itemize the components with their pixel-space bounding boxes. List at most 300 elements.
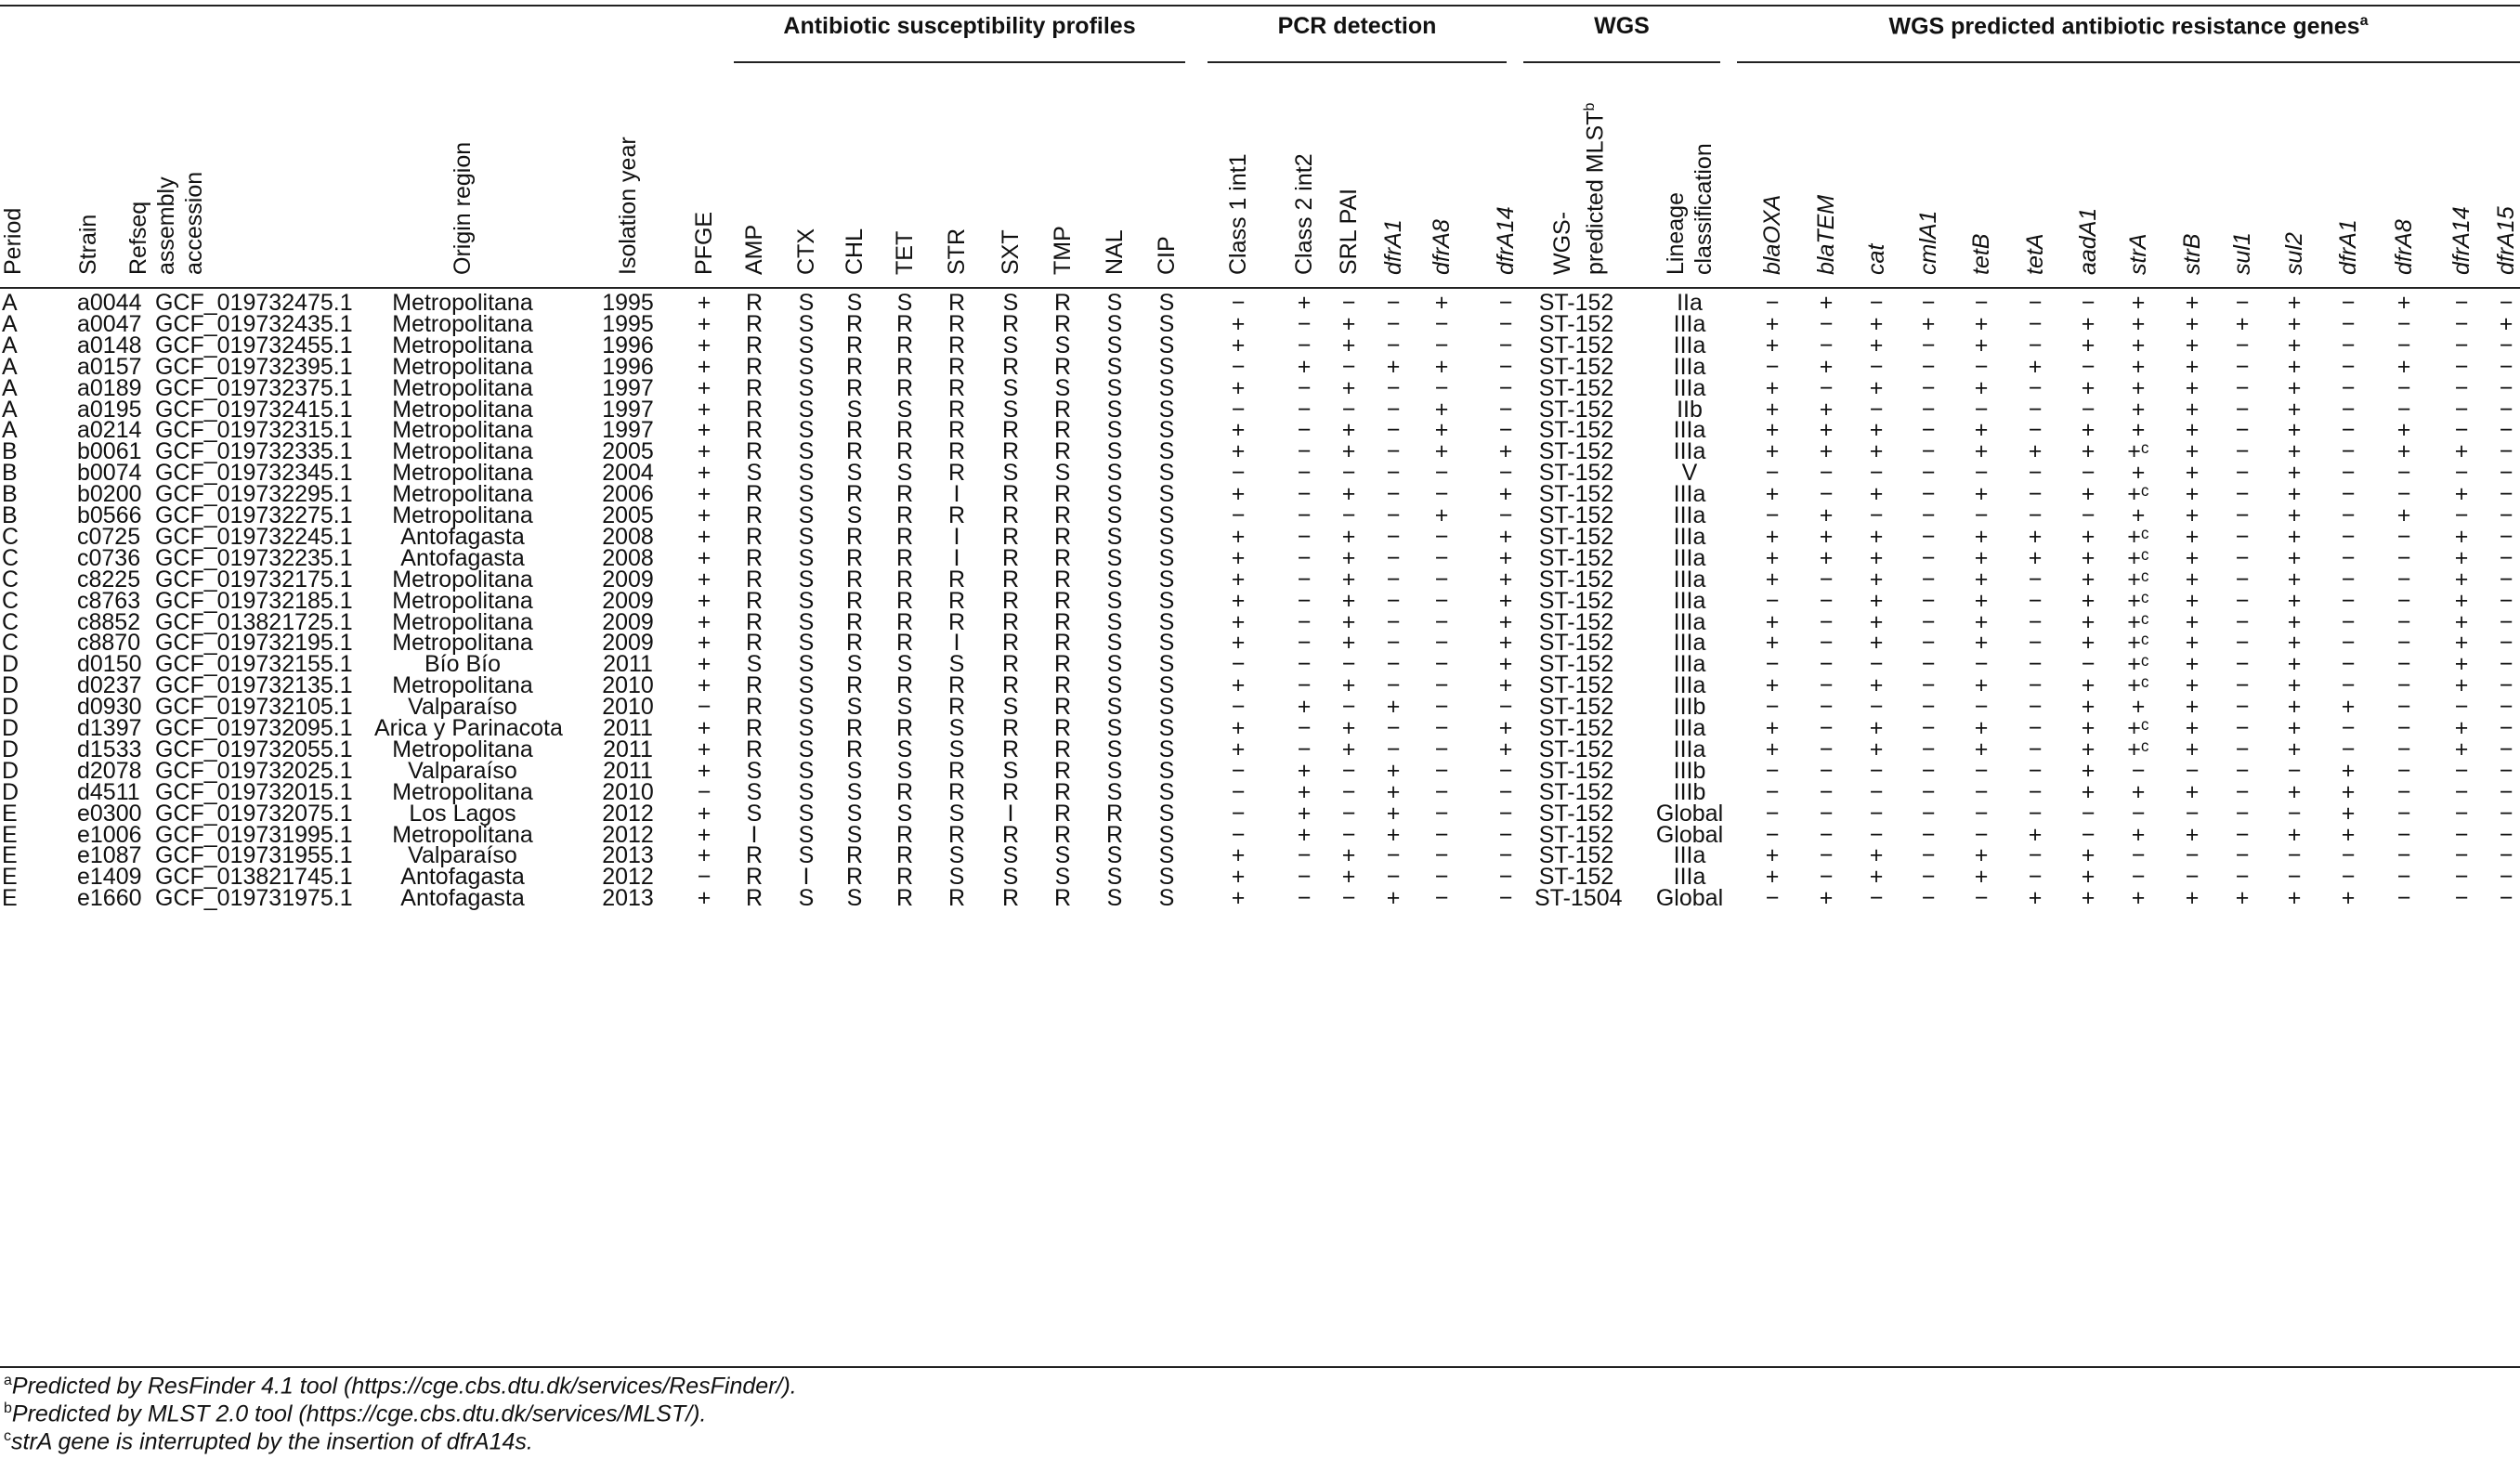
cell-g_dfrA14: − (2454, 842, 2469, 869)
cell-strB: + (2185, 353, 2200, 380)
column-header-nal (1101, 229, 1129, 275)
cell-ctx: S (798, 460, 815, 487)
cell-blaOXA: − (1765, 651, 1780, 678)
cell-str: I (953, 544, 960, 571)
cell-ctx: S (798, 502, 815, 528)
cell-pfge: + (697, 800, 712, 827)
column-header-line (1576, 103, 1609, 275)
cell-cmlA1: − (1921, 438, 1936, 465)
column-header-p_dfrA14 (1492, 206, 1520, 275)
cell-g_dfrA8: − (2396, 694, 2411, 721)
cell-refseq: GCF_019732295.1 (155, 481, 353, 508)
cell-sxt: R (1001, 608, 1020, 635)
cell-chl: R (845, 672, 864, 699)
cell-sxt: S (1002, 396, 1019, 423)
cell-tetB: − (1974, 651, 1989, 678)
column-header-line (74, 215, 102, 275)
cell-tet: S (896, 290, 913, 316)
cell-strB: + (2185, 332, 2200, 358)
cell-chl: S (846, 778, 863, 805)
cell-sxt: R (1001, 353, 1020, 380)
cell-sul1: − (2235, 396, 2250, 423)
cell-p_dfrA14: − (1498, 374, 1513, 401)
cell-tetA: − (2028, 800, 2043, 827)
cell-int2: − (1297, 672, 1312, 699)
cell-mlst: ST-152 (1538, 374, 1614, 401)
cell-amp: R (745, 566, 764, 593)
cell-p_dfrA14: − (1498, 353, 1513, 380)
cell-cmlA1: − (1921, 608, 1936, 635)
cell-dfrA15: − (2499, 502, 2513, 528)
footnote-text: strA gene is interrupted by the insertion of dfrA14s. (11, 1428, 533, 1455)
cell-sxt: R (1001, 417, 1020, 444)
column-header-line (152, 172, 180, 275)
cell-refseq: GCF_019732455.1 (155, 332, 353, 358)
cell-blaOXA: − (1765, 778, 1780, 805)
cell-tetB: + (1974, 842, 1989, 869)
column-header-cip (1153, 236, 1181, 275)
cell-sul1: − (2235, 438, 2250, 465)
cell-cmlA1: − (1921, 800, 1936, 827)
cell-lineage: IIIa (1673, 353, 1706, 380)
column-header-strB (2178, 234, 2206, 275)
cell-cip: S (1158, 651, 1175, 678)
cell-refseq: GCF_019732175.1 (155, 566, 353, 593)
cell-blaTEM: − (1819, 630, 1834, 657)
bottom-rule (0, 1366, 2520, 1368)
column-header-text: strB (2179, 233, 2205, 275)
cell-p_dfrA8: − (1434, 694, 1449, 721)
cell-blaOXA: + (1765, 736, 1780, 762)
column-header-text: dfrA1 (1380, 219, 1406, 275)
cell-tmp: R (1053, 757, 1072, 784)
cell-mlst: ST-152 (1538, 396, 1614, 423)
cell-strA: + (2131, 353, 2146, 380)
cell-g_dfrA1: + (2341, 800, 2356, 827)
cell-cmlA1: − (1921, 821, 1936, 848)
cell-amp: R (745, 608, 764, 635)
cell-str: R (947, 821, 966, 848)
cell-dfrA15: − (2499, 630, 2513, 657)
cell-pfge: + (697, 630, 712, 657)
column-header-int1 (1224, 153, 1252, 275)
cell-period: A (2, 374, 18, 401)
column-header-line (841, 228, 868, 275)
cell-region: Metropolitana (392, 481, 533, 508)
column-header-text: Class 2 int2 (1291, 153, 1317, 275)
cell-sxt: R (1001, 502, 1020, 528)
cell-year: 2012 (602, 800, 654, 827)
cell-mlst: ST-152 (1538, 544, 1614, 571)
cell-amp: R (745, 885, 764, 912)
cell-sul2: − (2287, 800, 2302, 827)
cell-int1: − (1231, 353, 1246, 380)
cell-sul2: + (2287, 651, 2302, 678)
cell-strA: + (2131, 290, 2146, 316)
cell-strA: + (2131, 332, 2146, 358)
cell-period: E (2, 885, 18, 912)
cell-refseq: GCF_019732395.1 (155, 353, 353, 380)
column-header-text: Period (0, 207, 26, 275)
cell-strA: + (2131, 460, 2146, 487)
cell-int2: + (1297, 353, 1312, 380)
cell-p_dfrA8: − (1434, 821, 1449, 848)
cell-g_dfrA1: − (2341, 374, 2356, 401)
cell-nal: S (1106, 438, 1123, 465)
cell-blaTEM: + (1819, 885, 1834, 912)
cell-dfrA15: − (2499, 694, 2513, 721)
column-header-line (1153, 236, 1181, 275)
cell-tetB: + (1974, 438, 1989, 465)
footnote-mark: a (4, 1373, 12, 1388)
cell-period: A (2, 396, 18, 423)
cell-strain: c0736 (77, 544, 141, 571)
cell-chl: R (845, 715, 864, 741)
cell-lineage: IIIa (1673, 715, 1706, 741)
cell-tet: S (896, 736, 913, 762)
cell-cmlA1: − (1921, 353, 1936, 380)
cell-amp: R (745, 481, 764, 508)
cell-g_dfrA8: − (2396, 800, 2411, 827)
group-header-sup: a (2359, 13, 2369, 29)
cell-sxt: R (1001, 821, 1020, 848)
cell-aadA1: + (2081, 778, 2096, 805)
cell-srl: − (1341, 353, 1356, 380)
cell-nal: S (1106, 374, 1123, 401)
cell-cip: S (1158, 694, 1175, 721)
cell-tetA: − (2028, 332, 2043, 358)
cell-lineage: IIIa (1673, 502, 1706, 528)
cell-strB: + (2185, 544, 2200, 571)
cell-nal: S (1106, 715, 1123, 741)
cell-aadA1: + (2081, 438, 2096, 465)
cell-tetA: − (2028, 460, 2043, 487)
cell-strain: d0150 (77, 651, 142, 678)
cell-period: B (2, 481, 18, 508)
cell-sul2: + (2287, 736, 2302, 762)
cell-str: R (947, 778, 966, 805)
cell-str: S (948, 715, 965, 741)
cell-lineage: IIb (1677, 396, 1703, 423)
column-header-text: TMP (1050, 226, 1076, 275)
cell-g_dfrA1: − (2341, 608, 2356, 635)
cell-cip: S (1158, 396, 1175, 423)
cell-int2: − (1297, 460, 1312, 487)
cell-tetB: + (1974, 608, 1989, 635)
cell-tetB: − (1974, 800, 1989, 827)
group-rule-genes (1737, 61, 2520, 63)
cell-aadA1: + (2081, 694, 2096, 721)
cell-pfge: + (697, 417, 712, 444)
cell-tet: R (895, 630, 914, 657)
cell-year: 1996 (602, 332, 654, 358)
cell-g_dfrA8: + (2396, 353, 2411, 380)
cell-nal: S (1106, 587, 1123, 614)
cell-dfrA15: − (2499, 672, 2513, 699)
cell-nal: S (1106, 396, 1123, 423)
cell-tet: S (896, 757, 913, 784)
cell-tmp: R (1053, 736, 1072, 762)
cell-dfrA15: − (2499, 864, 2513, 891)
cell-int2: − (1297, 310, 1312, 337)
cell-p_dfrA14: + (1498, 608, 1513, 635)
cell-g_dfrA8: − (2396, 481, 2411, 508)
cell-srl: + (1341, 736, 1356, 762)
cell-lineage: IIIa (1673, 608, 1706, 635)
cell-region: Bío Bío (424, 651, 501, 678)
cell-int2: + (1297, 800, 1312, 827)
cell-tetA: + (2028, 544, 2043, 571)
cell-strA: +ᶜ (2127, 438, 2149, 465)
cell-aadA1: + (2081, 630, 2096, 657)
cell-p_dfrA8: − (1434, 736, 1449, 762)
cell-srl: − (1341, 821, 1356, 848)
cell-pfge: + (697, 523, 712, 550)
cell-cip: S (1158, 417, 1175, 444)
cell-g_dfrA8: − (2396, 396, 2411, 423)
cell-tetA: − (2028, 396, 2043, 423)
cell-mlst: ST-152 (1538, 778, 1614, 805)
cell-tet: R (895, 864, 914, 891)
cell-g_dfrA8: + (2396, 290, 2411, 316)
column-header-line (2334, 219, 2362, 275)
cell-cip: S (1158, 778, 1175, 805)
cell-blaTEM: − (1819, 566, 1834, 593)
column-header-cmlA1 (1914, 211, 1942, 275)
column-header-line (1914, 211, 1942, 275)
cell-chl: S (846, 821, 863, 848)
cell-year: 2009 (602, 630, 654, 657)
cell-tetB: + (1974, 630, 1989, 657)
column-header-strain (74, 215, 102, 275)
cell-strain: d0237 (77, 672, 142, 699)
cell-blaTEM: − (1819, 778, 1834, 805)
footnote (4, 1373, 797, 1400)
cell-sul2: + (2287, 438, 2302, 465)
cell-mlst: ST-152 (1538, 757, 1614, 784)
footnote-text: Predicted by MLST 2.0 tool (https://cge.cbs.dtu.dk/services/MLST/). (11, 1400, 707, 1427)
cell-cmlA1: + (1921, 310, 1936, 337)
cell-sul2: − (2287, 864, 2302, 891)
cell-region: Metropolitana (392, 332, 533, 358)
cell-str: R (947, 417, 966, 444)
cell-chl: S (846, 460, 863, 487)
cell-g_dfrA1: − (2341, 353, 2356, 380)
cell-refseq: GCF_019732015.1 (155, 778, 353, 805)
cell-pfge: + (697, 502, 712, 528)
cell-strA: + (2131, 821, 2146, 848)
cell-int2: − (1297, 608, 1312, 635)
cell-aadA1: + (2081, 523, 2096, 550)
cell-sxt: S (1002, 460, 1019, 487)
cell-pfge: + (697, 481, 712, 508)
column-header-line (1049, 226, 1077, 275)
cell-str: S (948, 864, 965, 891)
cell-ctx: S (798, 523, 815, 550)
cell-sul2: + (2287, 630, 2302, 657)
cell-tet: R (895, 438, 914, 465)
cell-srl: + (1341, 630, 1356, 657)
cell-period: C (2, 544, 20, 571)
cell-tetA: + (2028, 438, 2043, 465)
cell-srl: − (1341, 694, 1356, 721)
cell-str: R (947, 353, 966, 380)
cell-strA: − (2131, 800, 2146, 827)
cell-dfrA15: − (2499, 715, 2513, 741)
cell-p_dfrA14: + (1498, 523, 1513, 550)
cell-refseq: GCF_019732195.1 (155, 630, 353, 657)
cell-strA: + (2131, 396, 2146, 423)
cell-sul1: − (2235, 566, 2250, 593)
cell-int2: + (1297, 290, 1312, 316)
cell-pfge: + (697, 587, 712, 614)
cell-blaTEM: − (1819, 374, 1834, 401)
column-header-refseq (124, 172, 208, 275)
column-header-line (1290, 153, 1318, 275)
cell-strain: c0725 (77, 523, 141, 550)
cell-tet: R (895, 481, 914, 508)
cell-period: E (2, 864, 18, 891)
column-header-line (1224, 153, 1252, 275)
cell-pfge: + (697, 672, 712, 699)
cell-aadA1: + (2081, 566, 2096, 593)
cell-cmlA1: − (1921, 694, 1936, 721)
cell-p_dfrA8: − (1434, 842, 1449, 869)
cell-dfrA15: − (2499, 374, 2513, 401)
cell-srl: − (1341, 778, 1356, 805)
cell-tetB: + (1974, 332, 1989, 358)
cell-g_dfrA14: − (2454, 864, 2469, 891)
cell-nal: S (1106, 417, 1123, 444)
cell-int1: − (1231, 651, 1246, 678)
cell-ctx: S (798, 715, 815, 741)
cell-p_dfrA1: − (1386, 715, 1401, 741)
cell-tet: S (896, 651, 913, 678)
cell-tetA: − (2028, 630, 2043, 657)
column-header-text: strA (2125, 233, 2151, 275)
cell-p_dfrA14: + (1498, 672, 1513, 699)
cell-year: 2005 (602, 502, 654, 528)
cell-int1: + (1231, 438, 1246, 465)
cell-pfge: + (697, 608, 712, 635)
cell-int1: − (1231, 502, 1246, 528)
cell-nal: S (1106, 332, 1123, 358)
cell-int2: − (1297, 396, 1312, 423)
group-rule-antibiotic (734, 61, 1185, 63)
cell-tetB: + (1974, 481, 1989, 508)
cell-lineage: IIIa (1673, 544, 1706, 571)
cell-srl: + (1341, 608, 1356, 635)
cell-tmp: R (1053, 672, 1072, 699)
cell-strB: + (2185, 460, 2200, 487)
cell-g_dfrA8: − (2396, 757, 2411, 784)
column-header-line (1862, 244, 1890, 275)
cell-period: A (2, 290, 18, 316)
column-header-text: dfrA8 (1429, 219, 1455, 275)
cell-mlst: ST-152 (1538, 417, 1614, 444)
cell-cat: − (1869, 821, 1884, 848)
column-header-line (1335, 189, 1363, 275)
cell-p_dfrA14: − (1498, 310, 1513, 337)
cell-dfrA15: − (2499, 842, 2513, 869)
cell-refseq: GCF_013821745.1 (155, 864, 353, 891)
cell-year: 2013 (602, 842, 654, 869)
cell-int2: − (1297, 523, 1312, 550)
cell-sul1: − (2235, 821, 2250, 848)
cell-year: 1997 (602, 374, 654, 401)
cell-tet: R (895, 353, 914, 380)
cell-p_dfrA14: + (1498, 715, 1513, 741)
cell-sul2: + (2287, 417, 2302, 444)
cell-p_dfrA1: − (1386, 587, 1401, 614)
cell-strA: + (2131, 417, 2146, 444)
cell-refseq: GCF_019731955.1 (155, 842, 353, 869)
cell-tetB: − (1974, 353, 1989, 380)
column-header-line (1690, 143, 1717, 275)
cell-nal: S (1106, 885, 1123, 912)
column-header-g_dfrA14 (2448, 206, 2475, 275)
column-header-line (1548, 103, 1576, 275)
cell-cip: S (1158, 672, 1175, 699)
cell-year: 2004 (602, 460, 654, 487)
column-header-text: NAL (1102, 229, 1128, 275)
cell-sul2: − (2287, 842, 2302, 869)
column-header-line (2390, 219, 2418, 275)
cell-strain: e1409 (77, 864, 142, 891)
cell-p_dfrA1: − (1386, 864, 1401, 891)
cell-chl: R (845, 417, 864, 444)
cell-pfge: + (697, 353, 712, 380)
cell-year: 1997 (602, 396, 654, 423)
cell-p_dfrA14: + (1498, 438, 1513, 465)
cell-g_dfrA14: − (2454, 332, 2469, 358)
cell-region: Valparaíso (408, 842, 517, 869)
cell-year: 2010 (602, 778, 654, 805)
cell-tetB: + (1974, 523, 1989, 550)
cell-sxt: R (1001, 566, 1020, 593)
cell-sxt: R (1001, 651, 1020, 678)
cell-tetA: − (2028, 757, 2043, 784)
cell-chl: R (845, 544, 864, 571)
cell-strB: + (2185, 502, 2200, 528)
cell-srl: + (1341, 332, 1356, 358)
cell-strain: e1087 (77, 842, 142, 869)
footnote-text: Predicted by ResFinder 4.1 tool (https://cge.cbs.dtu.dk/services/ResFinder/). (11, 1373, 797, 1400)
cell-sxt: S (1002, 374, 1019, 401)
cell-sul2: + (2287, 396, 2302, 423)
cell-int2: − (1297, 566, 1312, 593)
column-header-tmp (1049, 226, 1077, 275)
cell-nal: S (1106, 842, 1123, 869)
cell-amp: R (745, 544, 764, 571)
cell-region: Metropolitana (392, 672, 533, 699)
cell-str: R (947, 757, 966, 784)
cell-g_dfrA8: − (2396, 715, 2411, 741)
cell-p_dfrA1: − (1386, 672, 1401, 699)
cell-p_dfrA1: − (1386, 290, 1401, 316)
cell-int2: − (1297, 374, 1312, 401)
cell-sul1: − (2235, 608, 2250, 635)
cell-blaOXA: − (1765, 757, 1780, 784)
cell-str: I (953, 630, 960, 657)
column-header-pfge (690, 212, 718, 275)
cell-sul2: + (2287, 290, 2302, 316)
cell-p_dfrA1: + (1386, 778, 1401, 805)
cell-sul2: + (2287, 608, 2302, 635)
cell-sxt: S (1002, 864, 1019, 891)
cell-year: 2013 (602, 885, 654, 912)
cell-g_dfrA14: − (2454, 821, 2469, 848)
